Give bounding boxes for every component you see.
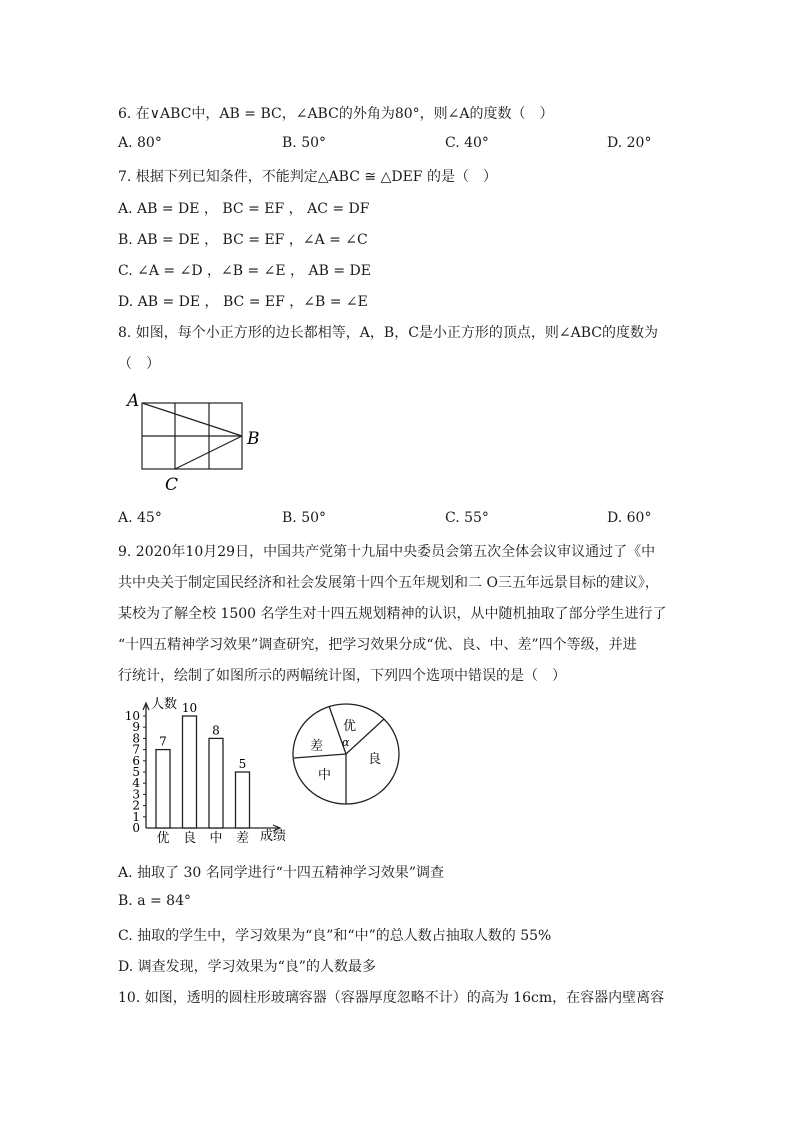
y-tick-label: 7: [132, 742, 140, 757]
pie-label-you: 优: [343, 719, 357, 734]
bar: [209, 738, 223, 828]
bar-value-label: 7: [159, 734, 167, 749]
q6-option-c: C. 40°: [445, 135, 489, 151]
q8-text-line1: 8. 如图，每个小正方形的边长都相等，A，B，C是小正方形的顶点，则∠ABC的度数为: [118, 325, 659, 341]
q7-option-d: D. AB = DE ， BC = EF ，∠B = ∠E: [118, 294, 368, 310]
q9-option-b: B. a = 84°: [118, 893, 191, 909]
q8-option-d: D. 60°: [607, 510, 652, 526]
pie-chart: [288, 700, 408, 810]
bar: [183, 716, 197, 828]
pie-label-cha: 差: [310, 739, 324, 754]
point-b-label: B: [247, 429, 260, 449]
segment-ab: [142, 403, 242, 436]
q6-option-d: D. 20°: [607, 135, 652, 151]
bar-chart: [115, 692, 300, 850]
q8-grid-figure: [120, 385, 270, 495]
q9-line-2: 共中央关于制定国民经济和社会发展第十四个五年规划和二 O三五年远景目标的建议》，: [118, 575, 659, 591]
q10-text: 10. 如图，透明的圆柱形玻璃容器（容器厚度忽略不计）的高为 16cm，在容器内壁离容: [118, 990, 665, 1006]
bar-value-label: 10: [181, 701, 198, 715]
q9-line-4: “十四五精神学习效果”调查研究，把学习效果分成“优、良、中、差”四个等级，并进: [118, 637, 637, 653]
q8-option-c: C. 55°: [445, 510, 489, 526]
y-tick-label: 0: [132, 821, 140, 835]
point-c-label: C: [165, 475, 179, 495]
pie-label-liang: 良: [368, 752, 382, 767]
q6-option-a: A. 80°: [118, 135, 162, 151]
category-label: 良: [182, 831, 197, 846]
bar-value-label: 8: [212, 723, 220, 738]
y-tick-label: 6: [132, 753, 140, 768]
q7-option-a: A. AB = DE ， BC = EF ， AC = DF: [118, 201, 370, 217]
bar-chart-xlabel: 成绩: [260, 829, 287, 844]
point-a-label: A: [127, 391, 140, 411]
category-label: 差: [235, 831, 250, 846]
q6-option-b: B. 50°: [282, 135, 327, 151]
q7-option-c: C. ∠A = ∠D ，∠B = ∠E ， AB = DE: [118, 263, 371, 279]
y-tick-label: 8: [132, 731, 140, 746]
y-tick-label: 4: [132, 776, 140, 791]
q8-text-line2: （ ）: [118, 356, 160, 372]
q9-line-3: 某校为了解全校 1500 名学生对十四五规划精神的认识，从中随机抽取了部分学生进行了: [118, 606, 667, 622]
pie-divider: [294, 754, 346, 758]
q7-text: 7. 根据下列已知条件，不能判定△ABC ≅ △DEF 的是（ ）: [118, 169, 497, 185]
q8-option-b: B. 50°: [282, 510, 327, 526]
y-tick-label: 5: [132, 765, 140, 779]
q9-line-1: 9. 2020年10月29日，中国共产党第十九届中央委员会第五次全体会议审议通过了《中: [118, 544, 656, 560]
y-tick-label: 9: [132, 720, 140, 735]
q7-option-b: B. AB = DE ， BC = EF ，∠A = ∠C: [118, 232, 368, 248]
y-tick-label: 1: [132, 809, 140, 824]
q6-text: 6. 在∨ABC中，AB = BC，∠ABC的外角为80°，则∠A的度数（ ）: [118, 106, 554, 122]
category-label: 优: [156, 831, 170, 846]
q9-option-a: A. 抽取了 30 名同学进行“十四五精神学习效果”调查: [118, 865, 445, 881]
pie-angle-label: α: [342, 736, 350, 749]
category-label: 中: [209, 831, 223, 846]
y-tick-label: 3: [132, 787, 140, 802]
q9-line-5: 行统计，绘制了如图所示的两幅统计图，下列四个选项中错误的是（ ）: [118, 668, 566, 684]
bar-chart-ylabel: 人数: [151, 697, 178, 712]
bar-value-label: 5: [238, 757, 247, 771]
y-tick-label: 10: [124, 709, 140, 723]
q9-option-c: C. 抽取的学生中，学习效果为“良”和“中”的总人数占抽取人数的 55%: [118, 928, 552, 944]
bar: [156, 750, 170, 828]
bar: [236, 772, 250, 828]
q8-option-a: A. 45°: [118, 510, 162, 526]
q9-option-d: D. 调查发现，学习效果为“良”的人数最多: [118, 959, 376, 975]
pie-label-zhong: 中: [318, 768, 332, 783]
y-tick-label: 2: [132, 798, 140, 813]
